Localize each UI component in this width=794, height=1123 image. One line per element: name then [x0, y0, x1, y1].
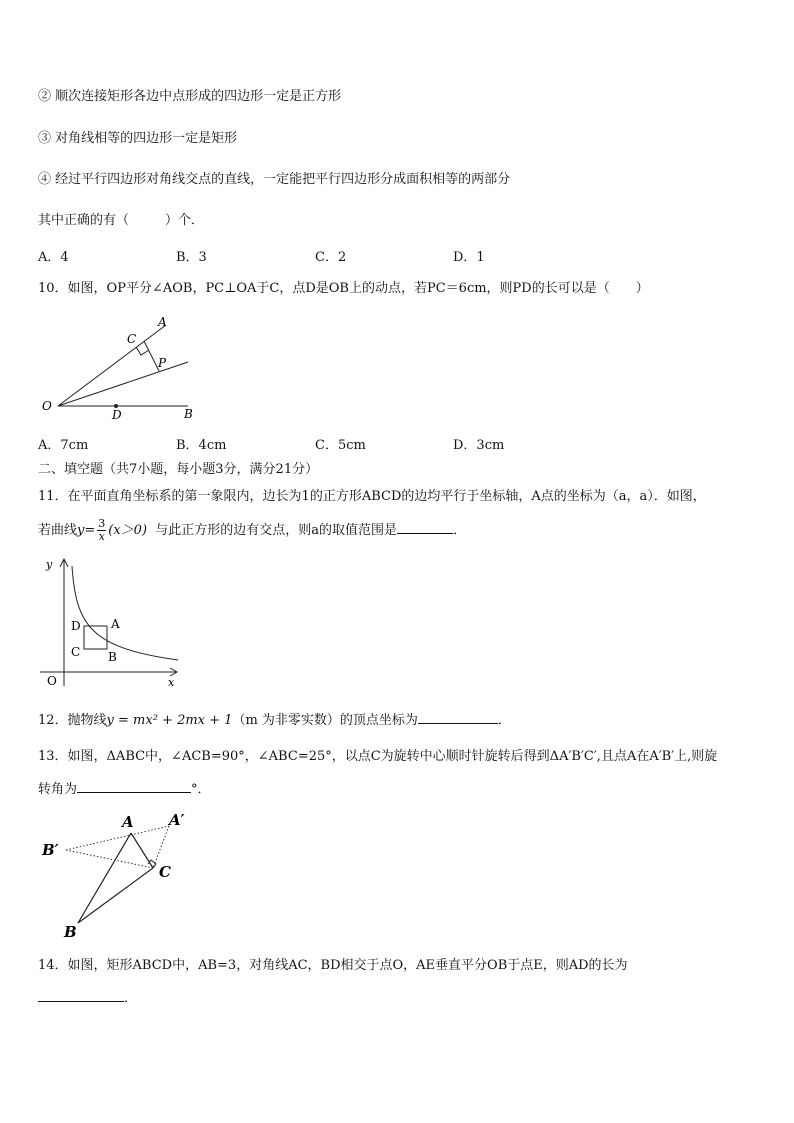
- segment-pc: [144, 341, 159, 371]
- q11-equals: =: [84, 523, 96, 538]
- label-b: B: [64, 923, 77, 941]
- label-a: A: [111, 617, 120, 631]
- q10-option-a: A．7cm: [38, 438, 89, 453]
- label-a: A: [122, 813, 134, 831]
- q11-suffix: 与此正方形的边有交点，则a的取值范围是: [155, 523, 398, 538]
- q9-prompt-start: 其中正确的有（: [38, 213, 130, 228]
- label-o: O: [47, 674, 57, 688]
- q9-option-d: D．1: [453, 250, 485, 265]
- q10-option-d: D．3cm: [453, 438, 505, 453]
- label-o: O: [42, 399, 52, 413]
- segment-bc: [78, 868, 153, 923]
- q13-end: °．: [191, 782, 211, 797]
- label-c: C: [71, 645, 81, 659]
- q13-figure: [36, 806, 206, 942]
- q12-question: [38, 711, 511, 730]
- statement-3: ③ 对角线相等的四边形一定是矩形: [38, 131, 238, 146]
- q13-prefix: 转角为: [38, 782, 78, 797]
- segment-b2-c: [66, 850, 153, 868]
- q9-prompt-end: ）个．: [165, 213, 205, 228]
- q12-end: ．: [497, 713, 511, 728]
- label-x: x: [168, 676, 175, 689]
- q11-fraction: [97, 518, 106, 543]
- q12-equation: y = mx² + 2mx + 1: [106, 713, 233, 728]
- q9-option-a: A．4: [38, 250, 69, 265]
- q11-var-y: y: [77, 523, 85, 538]
- label-b: B: [108, 650, 117, 664]
- ray-oa: [58, 325, 166, 406]
- section-header: 二、填空题（共7小题，每小题3分，满分21分）: [38, 462, 319, 477]
- q11-condition: (x＞0): [108, 523, 148, 538]
- q14-line-2: [38, 989, 137, 1008]
- q12-answer-blank: [418, 711, 498, 724]
- q13-line-1: 13．如图，ΔABC中，∠ACB=90°，∠ABC=25°，以点C为旋转中心顺时针旋转后得到ΔA′B′C′,且点A在A′B′上,则旋: [38, 749, 718, 764]
- q13-line-2: [38, 780, 211, 799]
- label-d: D: [112, 408, 122, 422]
- q9-prompt: [38, 212, 204, 230]
- q9-option-b: B．3: [176, 250, 207, 265]
- q12-middle: （m 为非零实数）的顶点坐标为: [232, 713, 418, 728]
- q10-question: 10．如图，OP平分∠AOB，PC⊥OA于C，点D是OB上的动点，若PC＝6cm，则PD的长可以是（ ）: [38, 281, 649, 296]
- statement-2: ② 顺次连接矩形各边中点形成的四边形一定是正方形: [38, 89, 342, 104]
- segment-b2-a2: [66, 826, 169, 850]
- segment-ab: [78, 833, 131, 923]
- q11-line-1: 11．在平面直角坐标系的第一象限内，边长为1的正方形ABCD的边均平行于坐标轴，A点的坐标为（a，a）．如图，: [38, 489, 706, 504]
- q14-line-1: 14．如图，矩形ABCD中，AB=3，对角线AC，BD相交于点O，AE垂直平分OB于点E，则AD的长为: [38, 958, 628, 973]
- q14-end: ．: [124, 991, 138, 1006]
- q11-end: ．: [453, 523, 467, 538]
- label-y: y: [46, 558, 53, 571]
- q11-prefix: 若曲线: [38, 523, 78, 538]
- label-a-prime: A′: [169, 811, 185, 829]
- q10-figure: [36, 310, 206, 425]
- q13-answer-blank: [77, 780, 191, 793]
- label-p: P: [158, 356, 167, 370]
- q14-answer-blank: [38, 989, 124, 1002]
- statement-4: ④ 经过平行四边形对角线交点的直线，一定能把平行四边形分成面积相等的两部分: [38, 172, 511, 187]
- label-d: D: [71, 619, 81, 633]
- q10-option-b: B．4cm: [176, 438, 227, 453]
- q11-line-2: [38, 518, 466, 544]
- ray-op: [58, 362, 188, 406]
- label-b: B: [184, 407, 193, 421]
- q11-numerator: 3: [98, 517, 106, 530]
- label-b-prime: B′: [42, 841, 59, 859]
- q11-figure: [36, 556, 186, 691]
- segment-a2-c: [153, 826, 169, 868]
- label-c: C: [127, 332, 137, 346]
- label-a: A: [158, 315, 167, 329]
- segment-ca: [131, 833, 153, 868]
- q12-prefix: 12．抛物线: [38, 713, 107, 728]
- q10-option-c: C．5cm: [315, 438, 366, 453]
- q11-denominator: x: [98, 530, 105, 543]
- label-c: C: [159, 863, 171, 881]
- q9-option-c: C．2: [315, 250, 347, 265]
- square-abcd: [84, 626, 107, 649]
- hyperbola-curve: [72, 566, 178, 660]
- q11-answer-blank: [397, 521, 453, 534]
